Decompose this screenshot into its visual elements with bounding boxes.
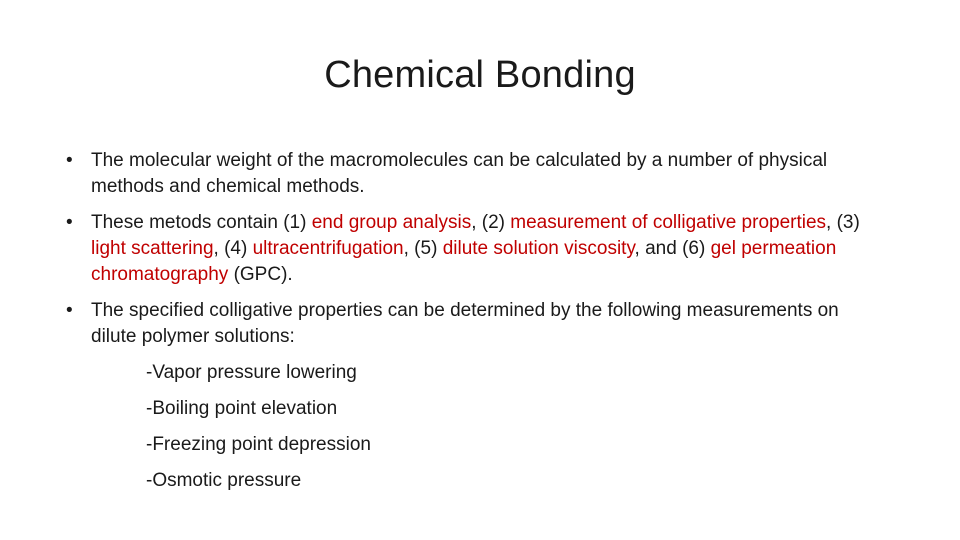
bullet-text: These metods contain (1) [91, 212, 312, 233]
bullet-text: , (3) [826, 212, 860, 233]
bullet-methods [66, 210, 886, 288]
sub-item-boiling-point: -Boiling point elevation [146, 398, 338, 419]
highlight-colligative-properties: measurement of colligative properties [510, 212, 827, 233]
bullet-text: , (2) [471, 212, 511, 233]
highlight-light-scattering: light scattering [91, 238, 214, 259]
bullet-text: The specified colligative properties can be determined by the following measurements on dilute polymer solutions: [91, 300, 839, 347]
highlight-dilute-solution-viscosity: dilute solution viscosity [442, 238, 635, 259]
bullet-text: , and (6) [634, 238, 711, 259]
sub-item-osmotic-pressure: -Osmotic pressure [146, 470, 302, 491]
slide-title: Chemical Bonding [324, 54, 636, 96]
bullet-text: , (4) [213, 238, 253, 259]
bullet-dot: • [66, 150, 73, 171]
sub-item-freezing-point: -Freezing point depression [146, 434, 371, 455]
highlight-ultracentrifugation: ultracentrifugation [252, 238, 404, 259]
bullet-text: (GPC). [228, 264, 293, 285]
sub-item-vapor-pressure: -Vapor pressure lowering [146, 362, 357, 383]
bullet-colligative [66, 298, 886, 350]
highlight-gel-permeation-chromatography: gel permeation chromatography [91, 238, 837, 285]
bullet-dot: • [66, 300, 73, 321]
bullet-dot: • [66, 212, 73, 233]
slide-body [66, 148, 886, 504]
bullet-text: , (5) [403, 238, 443, 259]
bullet-molecular-weight [66, 148, 886, 200]
bullet-text: The molecular weight of the macromolecules can be calculated by a number of physical methods and chemical methods. [91, 150, 828, 197]
highlight-end-group-analysis: end group analysis [311, 212, 472, 233]
